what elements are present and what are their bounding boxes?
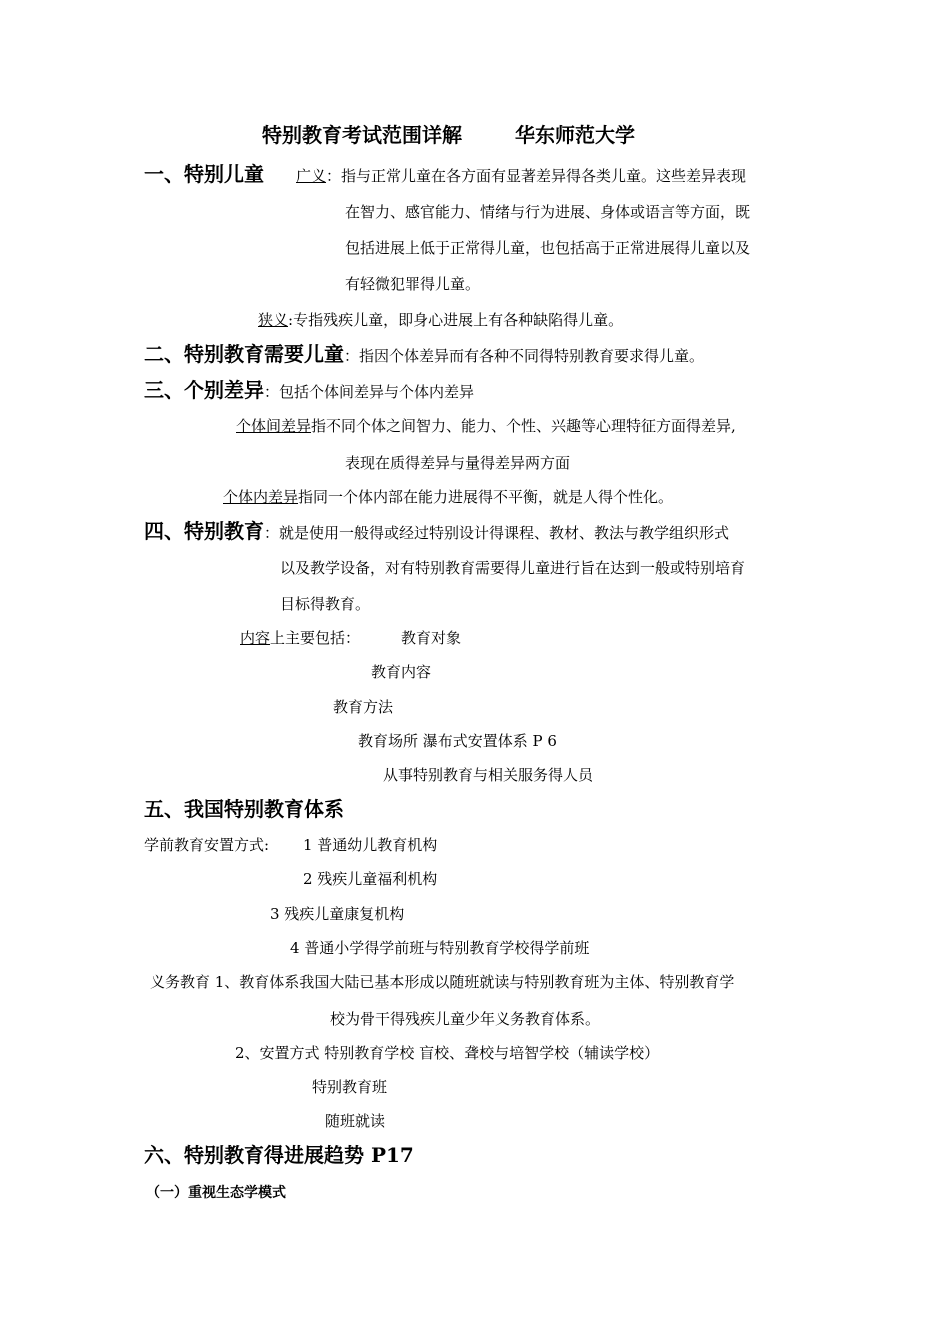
broad-colon: ： [326, 167, 342, 185]
section-5-heading: 五、我国特别教育体系 [144, 797, 344, 821]
placement-line: 2、安置方式 特别教育学校 盲校、聋校与培智学校（辅读学校） [235, 1044, 660, 1062]
compulsory-line-2: 校为骨干得残疾儿童少年义务教育体系。 [330, 1010, 601, 1028]
section-4-text-1: ：就是使用一般得或经过特别设计得课程、教材、教法与教学组织形式 [264, 524, 730, 542]
content-item-1: 教育对象 [401, 629, 462, 647]
preschool-label: 学前教育安置方式: [144, 836, 270, 854]
section-2-text: ：指因个体差异而有各种不同得特别教育要求得儿童。 [344, 347, 705, 365]
document-title [262, 122, 635, 148]
section-1-heading: 一、特别儿童 [144, 162, 264, 186]
broad-label: 广义 [296, 167, 327, 185]
narrow-text: :专指残疾儿童，即身心进展上有各种缺陷得儿童。 [288, 311, 624, 329]
preschool-item-2: 2 残疾儿童福利机构 [303, 870, 438, 888]
broad-definition-line-3: 包括进展上低于正常得儿童，也包括高于正常进展得儿童以及 [345, 239, 751, 257]
section-4-heading: 四、特别教育 [144, 519, 264, 543]
compulsory-line-1: 义务教育 1、教育体系我国大陆已基本形成以随班就读与特别教育班为主体、特别教育学 [150, 973, 735, 991]
section-3-heading-line [144, 377, 474, 405]
inter-label: 个体间差异 [236, 417, 312, 435]
section-4-text-2: 以及教学设备，对有特别教育需要得儿童进行旨在达到一般或特别培育 [280, 559, 746, 577]
inter-text: 指不同个体之间智力、能力、个性、兴趣等心理特征方面得差异, [311, 417, 736, 435]
content-item-3: 教育方法 [333, 698, 394, 716]
content-line [240, 628, 360, 648]
section-4-text-3: 目标得教育。 [280, 595, 371, 613]
broad-definition-line-4: 有轻微犯罪得儿童。 [345, 275, 481, 293]
intra-individual-line [223, 487, 673, 507]
section-3-text: ：包括个体间差异与个体内差异 [264, 383, 475, 401]
section-6-heading: 六、特别教育得进展趋势 P17 [144, 1143, 414, 1167]
content-item-5: 从事特别教育与相关服务得人员 [383, 766, 594, 784]
intra-label: 个体内差异 [223, 488, 299, 506]
broad-text-1: 指与正常儿童在各方面有显著差异得各类儿童。这些差异表现 [341, 167, 747, 185]
title-org: 华东师范大学 [514, 123, 635, 147]
preschool-item-4: 4 普通小学得学前班与特别教育学校得学前班 [290, 939, 590, 957]
placement-item-1: 特别教育班 [312, 1078, 388, 1096]
broad-definition-line-1 [296, 166, 746, 186]
title-main: 特别教育考试范围详解 [262, 123, 462, 147]
narrow-label: 狭义 [258, 311, 289, 329]
section-2-heading-line [144, 341, 704, 369]
inter-individual-line-1 [236, 416, 736, 436]
intra-text: 指同一个体内部在能力进展得不平衡，就是人得个性化。 [298, 488, 674, 506]
preschool-item-1: 1 普通幼儿教育机构 [303, 836, 438, 854]
broad-definition-line-2: 在智力、感官能力、情绪与行为进展、身体或语言等方面，既 [345, 203, 751, 221]
narrow-definition [258, 310, 623, 330]
preschool-item-3: 3 残疾儿童康复机构 [270, 905, 405, 923]
content-label: 内容 [240, 629, 271, 647]
section-6-subheading-1: （一）重视生态学模式 [146, 1185, 286, 1201]
content-item-4: 教育场所 瀑布式安置体系 P 6 [358, 732, 557, 750]
section-3-heading: 三、个别差异 [144, 378, 264, 402]
inter-individual-line-2: 表现在质得差异与量得差异两方面 [345, 454, 571, 472]
section-2-heading: 二、特别教育需要儿童 [144, 342, 344, 366]
placement-item-2: 随班就读 [325, 1112, 386, 1130]
content-item-2: 教育内容 [371, 663, 432, 681]
content-text: 上主要包括： [270, 629, 361, 647]
section-4-heading-line [144, 518, 729, 546]
